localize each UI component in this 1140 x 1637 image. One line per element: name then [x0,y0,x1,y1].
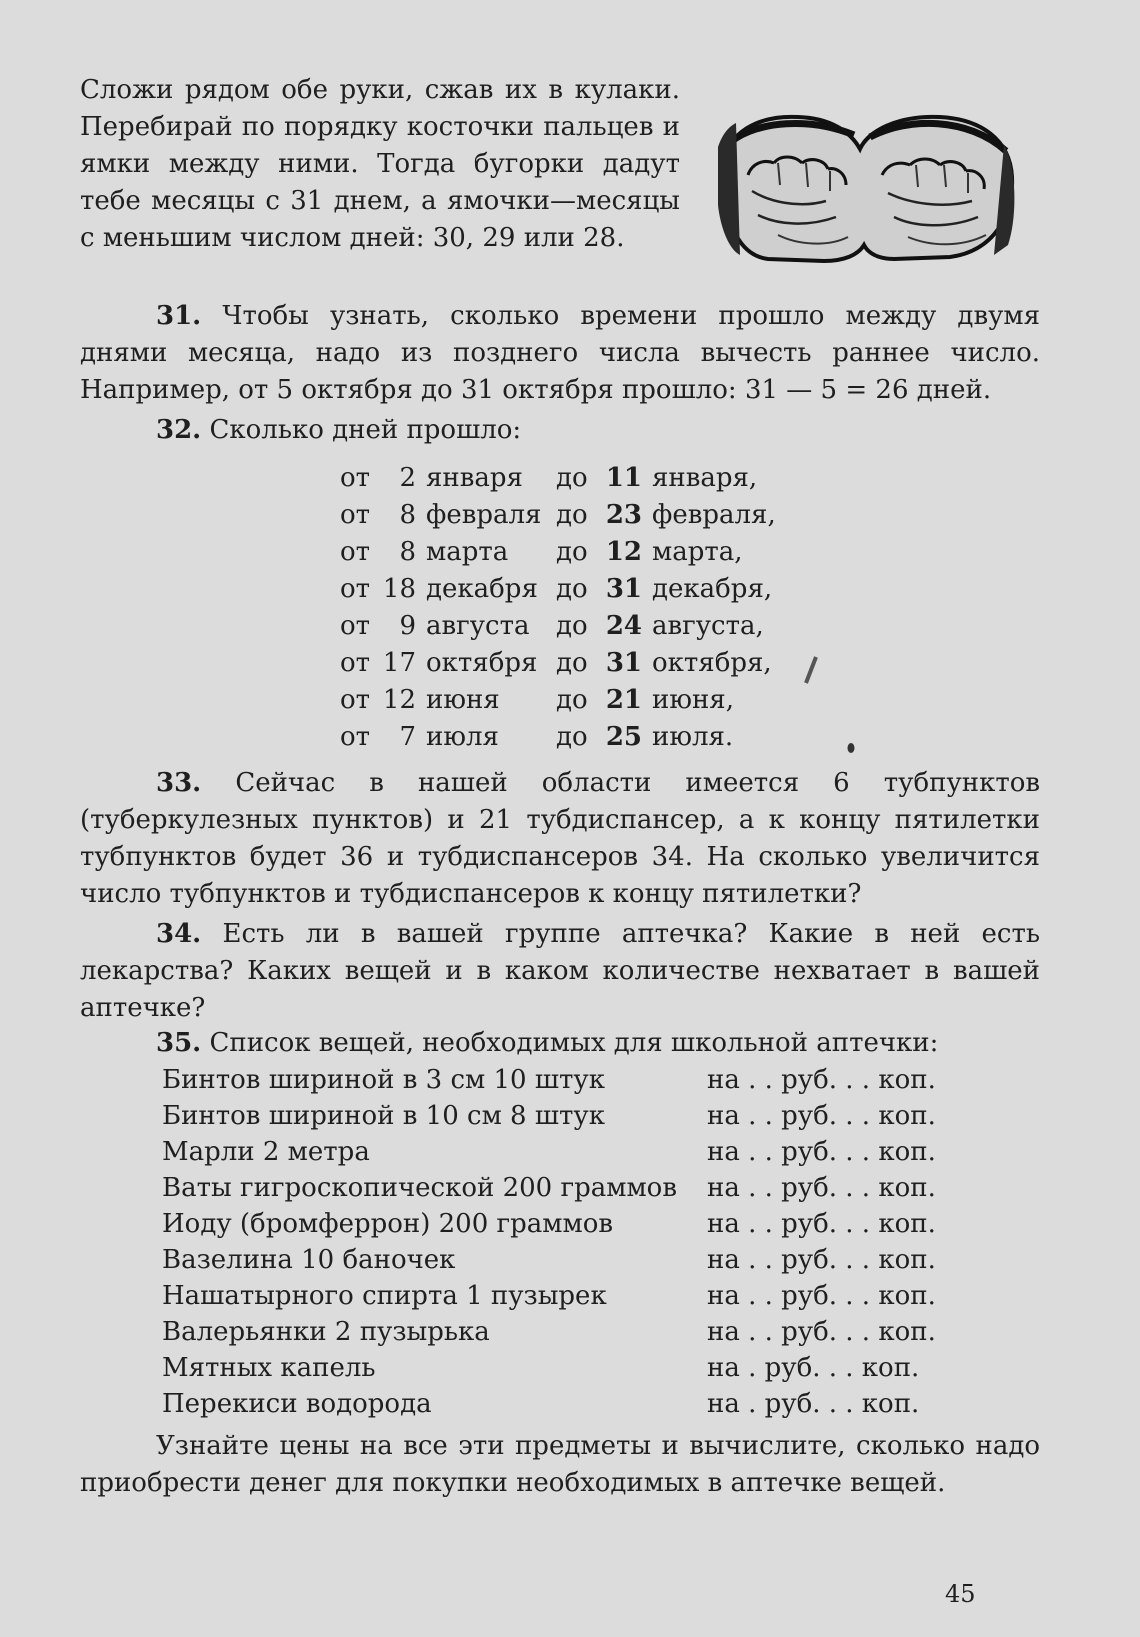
two-fists-illustration [718,105,1018,265]
supply-name: Марли 2 метра [162,1137,370,1167]
page-number: 45 [945,1580,976,1608]
to-month: октября, [652,648,772,678]
supply-price: на . . руб. . . коп. [707,1317,936,1347]
to-month: декабря, [652,574,773,604]
from-day: 8 [399,500,416,530]
supply-name: Мятных капель [162,1353,376,1383]
from-day: 8 [399,537,416,567]
from-day: 18 [382,574,416,604]
problem-35 [80,1025,1040,1062]
from-word: от [340,574,371,604]
to-month: августа, [652,611,764,641]
supply-row [162,1134,987,1170]
supply-name: Бинтов шириной в 3 см 10 штук [162,1065,605,1095]
supply-price: на . . руб. . . коп. [707,1281,936,1311]
date-pair-row [340,645,802,682]
supply-row [162,1098,987,1134]
problem-32-number: 32. [156,415,202,445]
to-word: до [556,648,588,678]
problem-34-number: 34. [156,919,202,949]
problem-34 [80,916,1040,1027]
from-month: февраля [426,500,542,530]
from-month: октября [426,648,538,678]
date-pair-row [340,608,802,645]
supply-name: Бинтов шириной в 10 см 8 штук [162,1101,605,1131]
to-month: января, [652,463,758,493]
to-word: до [556,463,588,493]
from-day: 12 [382,685,416,715]
date-pairs-list [340,460,802,756]
supply-price: на . . руб. . . коп. [707,1173,936,1203]
supply-name: Перекиси водорода [162,1389,432,1419]
to-word: до [556,500,588,530]
date-pair-row [340,719,802,756]
first-aid-supplies-list [162,1062,987,1422]
supply-name: Вазелина 10 баночек [162,1245,456,1275]
date-pair-row [340,497,802,534]
problem-33 [80,765,1040,913]
supply-price: на . руб. . . коп. [707,1353,920,1383]
to-word: до [556,537,588,567]
date-pair-row [340,571,802,608]
from-month: августа [426,611,530,641]
supply-price: на . . руб. . . коп. [707,1209,936,1239]
to-word: до [556,722,588,752]
from-word: от [340,648,371,678]
from-month: марта [426,537,509,567]
supply-name: Ваты гигроскопической 200 граммов [162,1173,677,1203]
to-word: до [556,685,588,715]
supply-row [162,1170,987,1206]
from-month: января [426,463,523,493]
to-month: февраля, [652,500,776,530]
problem-35-number: 35. [156,1028,202,1058]
supply-row [162,1386,987,1422]
from-day: 2 [399,463,416,493]
date-pair-row [340,682,802,719]
from-word: от [340,685,371,715]
problem-33-number: 33. [156,768,202,798]
intro-text: Сложи рядом обе руки, сжав их в кулаки. Перебирай по порядку косточки пальцев и ямки между ними. Тогда бугорки дадут тебе месяцы с 31 днем, а ямочки—месяцы с меньшим числом дней: 30, 29 или 28. [80,75,680,253]
supply-price: на . . руб. . . коп. [707,1137,936,1167]
supply-row [162,1278,987,1314]
to-day: 31 [605,574,642,604]
date-pair-row [340,460,802,497]
date-pair-row [340,534,802,571]
problem-32-text: Сколько дней прошло: [209,415,522,445]
conclusion-text: Узнайте цены на все эти предметы и вычислите, сколько надо приобрести денег для покупки необходимых в аптечке вещей. [80,1431,1040,1498]
to-month: марта, [652,537,743,567]
supply-row [162,1062,987,1098]
from-word: от [340,537,371,567]
from-word: от [340,500,371,530]
supply-row [162,1242,987,1278]
supply-name: Иоду (бромферрон) 200 граммов [162,1209,614,1239]
from-day: 9 [399,611,416,641]
problem-33-text: Сейчас в нашей области имеется 6 тубпунктов (туберкулезных пунктов) и 21 тубдиспансер, а к концу пятилетки тубпунктов будет 36 и тубдиспансеров 34. На сколько увеличится число тубпунктов и тубдиспансеров к концу пятилетки? [80,768,1040,909]
problem-35-conclusion [80,1428,1040,1502]
problem-31-text: Чтобы узнать, сколько времени прошло между двумя днями месяца, надо из позднего числа вычесть раннее число. Например, от 5 октября до 31 октября прошло: 31 — 5 = 26 дней. [80,301,1041,405]
intro-paragraph [80,72,680,257]
supply-row [162,1206,987,1242]
problem-32 [80,412,1040,449]
problem-35-text: Список вещей, необходимых для школьной аптечки: [209,1028,939,1058]
to-day: 24 [605,611,642,641]
to-day: 31 [605,648,642,678]
to-day: 25 [605,722,642,752]
supply-price: на . . руб. . . коп. [707,1101,936,1131]
supply-price: на . . руб. . . коп. [707,1065,936,1095]
from-word: от [340,611,371,641]
problem-34-text: Есть ли в вашей группе аптечка? Какие в ней есть лекарства? Каких вещей и в каком количестве нехватает в вашей аптечке? [80,919,1040,1023]
from-word: от [340,463,371,493]
to-day: 12 [605,537,642,567]
supply-row [162,1314,987,1350]
supply-row [162,1350,987,1386]
to-word: до [556,574,588,604]
supply-name: Валерьянки 2 пузырька [162,1317,490,1347]
problem-31-number: 31. [156,301,202,331]
ink-dot [846,742,856,754]
from-month: декабря [426,574,538,604]
to-day: 23 [605,500,642,530]
supply-name: Нашатырного спирта 1 пузырек [162,1281,607,1311]
from-word: от [340,722,371,752]
from-day: 7 [399,722,416,752]
pencil-mark [800,655,820,685]
to-month: июля. [652,722,734,752]
to-month: июня, [652,685,734,715]
problem-31 [80,298,1040,409]
to-day: 11 [605,463,642,493]
to-day: 21 [605,685,642,715]
supply-price: на . руб. . . коп. [707,1389,920,1419]
from-month: июня [426,685,500,715]
from-month: июля [426,722,499,752]
to-word: до [556,611,588,641]
from-day: 17 [382,648,416,678]
supply-price: на . . руб. . . коп. [707,1245,936,1275]
